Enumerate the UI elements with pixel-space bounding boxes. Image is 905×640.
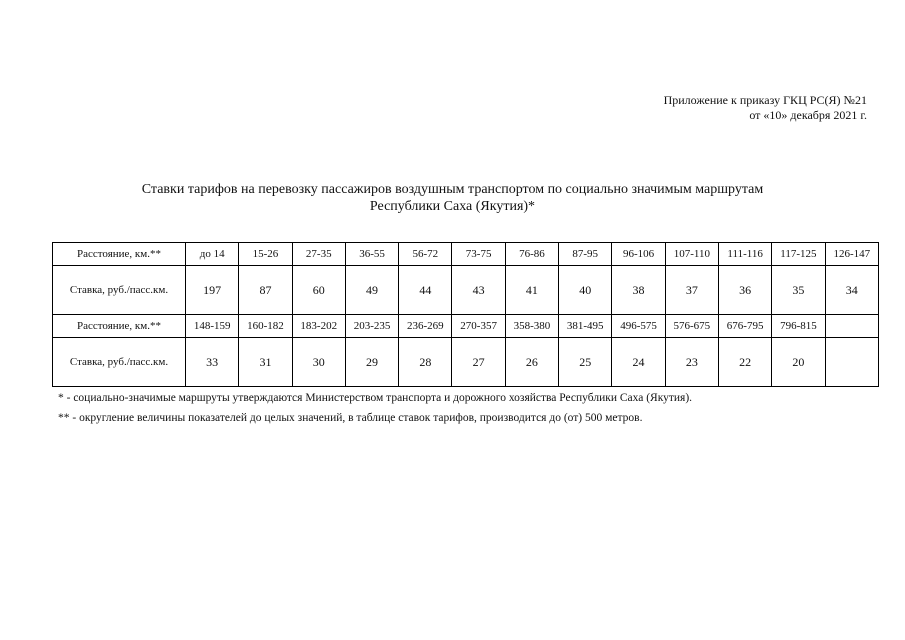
distance-cell: 76-86 <box>505 243 558 266</box>
footnote-2: ** - округление величины показателей до целых значений, в таблице ставок тарифов, производится до (от) 500 метров. <box>58 412 643 424</box>
distance-label-cell: Расстояние, км.** <box>53 243 186 266</box>
distance-cell: 111-116 <box>718 243 771 266</box>
distance-cell: до 14 <box>186 243 239 266</box>
distance-cell: 117-125 <box>772 243 825 266</box>
rate-cell: 41 <box>505 266 558 315</box>
distance-cell: 126-147 <box>825 243 878 266</box>
distance-cell <box>825 315 878 338</box>
rate-cell: 35 <box>772 266 825 315</box>
rate-cell: 38 <box>612 266 665 315</box>
distance-cell: 107-110 <box>665 243 718 266</box>
footnote-1: * - социально-значимые маршруты утверждаются Министерством транспорта и дорожного хозяйства Республики Саха (Якутия). <box>58 392 693 404</box>
rate-cell: 37 <box>665 266 718 315</box>
rate-cell: 24 <box>612 338 665 387</box>
rate-cell: 33 <box>186 338 239 387</box>
rate-cell: 20 <box>772 338 825 387</box>
rate-cell: 28 <box>399 338 452 387</box>
rate-cell: 197 <box>186 266 239 315</box>
rate-cell: 31 <box>239 338 292 387</box>
distance-label-cell: Расстояние, км.** <box>53 315 186 338</box>
document-title-line1: Ставки тарифов на перевозку пассажиров воздушным транспортом по социально значимым маршрутам <box>141 182 764 197</box>
rate-cell: 34 <box>825 266 878 315</box>
document-title <box>0 181 905 215</box>
distance-cell: 270-357 <box>452 315 505 338</box>
distance-cell: 381-495 <box>559 315 612 338</box>
distance-cell: 796-815 <box>772 315 825 338</box>
distance-cell: 73-75 <box>452 243 505 266</box>
rate-cell: 36 <box>718 266 771 315</box>
order-reference <box>664 93 867 123</box>
distance-cell: 203-235 <box>345 315 398 338</box>
distance-cell: 676-795 <box>718 315 771 338</box>
distance-cell: 27-35 <box>292 243 345 266</box>
distance-cell: 148-159 <box>186 315 239 338</box>
distance-cell: 576-675 <box>665 315 718 338</box>
rate-row-1 <box>53 266 879 315</box>
rate-cell: 22 <box>718 338 771 387</box>
rate-label-cell: Ставка, руб./пасс.км. <box>53 338 186 387</box>
rate-cell: 23 <box>665 338 718 387</box>
rate-cell: 40 <box>559 266 612 315</box>
order-reference-line1: Приложение к приказу ГКЦ РС(Я) №21 <box>663 93 867 107</box>
rate-cell: 29 <box>345 338 398 387</box>
document-title-line2: Республики Саха (Якутия)* <box>369 199 536 214</box>
distance-cell: 160-182 <box>239 315 292 338</box>
distance-cell: 87-95 <box>559 243 612 266</box>
rate-cell: 49 <box>345 266 398 315</box>
tariff-table <box>52 242 879 387</box>
distance-row-1 <box>53 243 879 266</box>
distance-cell: 56-72 <box>399 243 452 266</box>
rate-cell: 30 <box>292 338 345 387</box>
distance-cell: 236-269 <box>399 315 452 338</box>
distance-cell: 96-106 <box>612 243 665 266</box>
tariff-table-body <box>53 243 879 387</box>
rate-cell: 26 <box>505 338 558 387</box>
distance-cell: 496-575 <box>612 315 665 338</box>
rate-cell: 87 <box>239 266 292 315</box>
distance-cell: 15-26 <box>239 243 292 266</box>
rate-cell: 43 <box>452 266 505 315</box>
rate-row-2 <box>53 338 879 387</box>
distance-row-2 <box>53 315 879 338</box>
footnotes <box>58 388 692 428</box>
rate-label-cell: Ставка, руб./пасс.км. <box>53 266 186 315</box>
order-reference-line2: от «10» декабря 2021 г. <box>749 108 867 122</box>
distance-cell: 183-202 <box>292 315 345 338</box>
rate-cell: 27 <box>452 338 505 387</box>
rate-cell: 44 <box>399 266 452 315</box>
rate-cell: 25 <box>559 338 612 387</box>
distance-cell: 358-380 <box>505 315 558 338</box>
distance-cell: 36-55 <box>345 243 398 266</box>
rate-cell <box>825 338 878 387</box>
rate-cell: 60 <box>292 266 345 315</box>
